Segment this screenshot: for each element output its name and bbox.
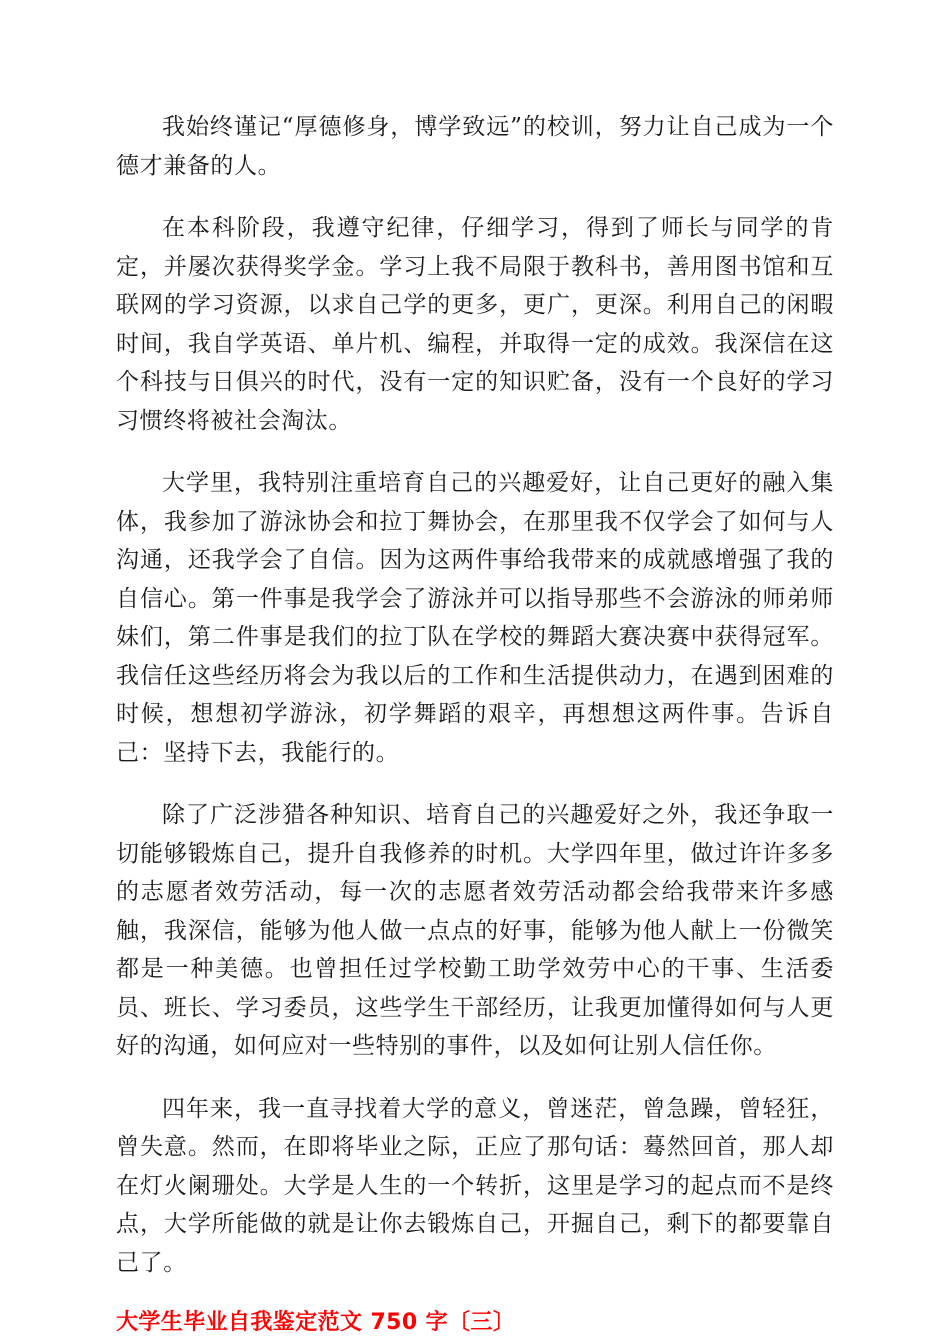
paragraph-reflection: 四年来，我一直寻找着大学的意义，曾迷茫，曾急躁，曾轻狂，曾失意。然而，在即将毕业之际，正应了那句话：蓦然回首，那人却在灯火阑珊处。大学是人生的一个转折，这里是学习的起点而不是终点，大学所能做的就是让你去锻炼自己，开掘自己，剩下的都要靠自己了。: [116, 1095, 834, 1276]
paragraph-volunteer: 除了广泛涉猎各种知识、培育自己的兴趣爱好之外，我还争取一切能够锻炼自己，提升自我修养的时机。大学四年里，做过许许多多的志愿者效劳活动，每一次的志愿者效劳活动都会给我带来许多感触，我深信，能够为他人做一点点的好事，能够为他人献上一份微笑都是一种美德。也曾担任过学校勤工助学效劳中心的干事、生活委员、班长、学习委员，这些学生干部经历，让我更加懂得如何与人更好的沟通，如何应对一些特别的事件，以及如何让别人信任你。: [116, 802, 834, 1059]
section-heading: 大学生毕业自我鉴定范文 750 字〔三〕: [116, 1310, 516, 1335]
paragraph-motto: 我始终谨记“厚德修身，博学致远”的校训，努力让自己成为一个德才兼备的人。: [116, 114, 834, 179]
paragraph-hobbies: 大学里，我特别注重培育自己的兴趣爱好，让自己更好的融入集体，我参加了游泳协会和拉丁舞协会，在那里我不仅学会了如何与人沟通，还我学会了自信。因为这两件事给我带来的成就感增强了我的自信心。第一件事是我学会了游泳并可以指导那些不会游泳的师弟师妹们，第二件事是我们的拉丁队在学校的舞蹈大赛决赛中获得冠军。我信任这些经历将会为我以后的工作和生活提供动力，在遇到困难的时候，想想初学游泳，初学舞蹈的艰辛，再想想这两件事。告诉自己：坚持下去，我能行的。: [116, 470, 834, 766]
document-body: [116, 108, 834, 1340]
paragraph-study: 在本科阶段，我遵守纪律，仔细学习，得到了师长与同学的肯定，并屡次获得奖学金。学习上我不局限于教科书，善用图书馆和互联网的学习资源，以求自己学的更多，更广，更深。利用自己的闲暇时间，我自学英语、单片机、编程，并取得一定的成效。我深信在这个科技与日俱兴的时代，没有一定的知识贮备，没有一个良好的学习习惯终将被社会淘汰。: [116, 215, 834, 434]
